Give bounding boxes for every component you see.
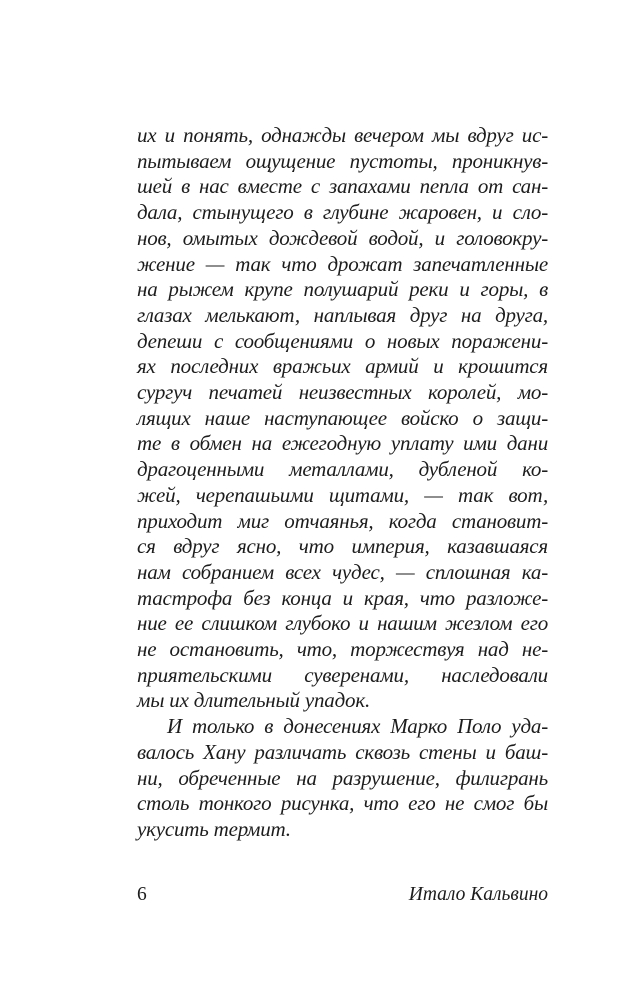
page-footer — [137, 883, 548, 906]
running-author: Итало Кальвино — [408, 884, 548, 905]
text-line: ние ее слишком глубоко и нашим жезлом его — [137, 611, 548, 636]
text-line: тастрофа без конца и края, что разложе- — [137, 585, 548, 610]
page-number: 6 — [137, 884, 147, 905]
paragraph — [137, 714, 548, 843]
text-line: столь тонкого рисунка, что его не смог бы — [137, 791, 548, 816]
text-line: ни, обреченные на разрушение, филигрань — [137, 765, 548, 790]
text-line: драгоценными металлами, дубленой ко- — [137, 457, 548, 482]
text-line: укусить термит. — [137, 816, 291, 841]
text-line: валось Хану различать сквозь стены и баш- — [137, 739, 548, 764]
text-line: не остановить, что, торжествуя над не- — [137, 637, 548, 662]
text-line: нов, омытых дождевой водой, и головокру- — [137, 225, 548, 250]
text-line: на рыжем крупе полушарий реки и горы, в — [137, 277, 548, 302]
text-block — [137, 123, 548, 843]
text-line: мы их длительный упадок. — [137, 688, 371, 713]
text-line: депеши с сообщениями о новых поражени- — [137, 328, 548, 353]
text-line: их и понять, однажды вечером мы вдруг ис- — [137, 123, 548, 147]
paragraph — [137, 123, 548, 714]
text-line: И только в донесениях Марко Поло уда- — [167, 714, 548, 739]
text-line: шей в нас вместе с запахами пепла от сан- — [137, 174, 548, 199]
text-line: нам собранием всех чудес, — сплошная ка- — [137, 559, 548, 584]
text-line: приятельскими суверенами, наследовали — [137, 662, 548, 687]
text-line: сургуч печатей неизвестных королей, мо- — [137, 380, 548, 405]
text-line: ях последних вражьих армий и крошится — [137, 354, 548, 379]
text-line: жей, черепашьими щитами, — так вот, — [137, 482, 548, 507]
text-line: приходит миг отчаянья, когда становит- — [137, 508, 548, 533]
text-line: глазах мелькают, наплывая друг на друга, — [137, 302, 548, 327]
text-line: лящих наше наступающее войско о защи- — [137, 405, 548, 430]
text-line: жение — так что дрожат запечатленные — [137, 251, 548, 276]
text-line: пытываем ощущение пустоты, проникнув- — [137, 148, 548, 173]
text-line: дала, стынущего в глубине жаровен, и сло- — [137, 200, 548, 225]
text-line: те в обмен на ежегодную уплату ими дани — [137, 431, 548, 456]
text-line: ся вдруг ясно, что империя, казавшаяся — [137, 534, 548, 559]
